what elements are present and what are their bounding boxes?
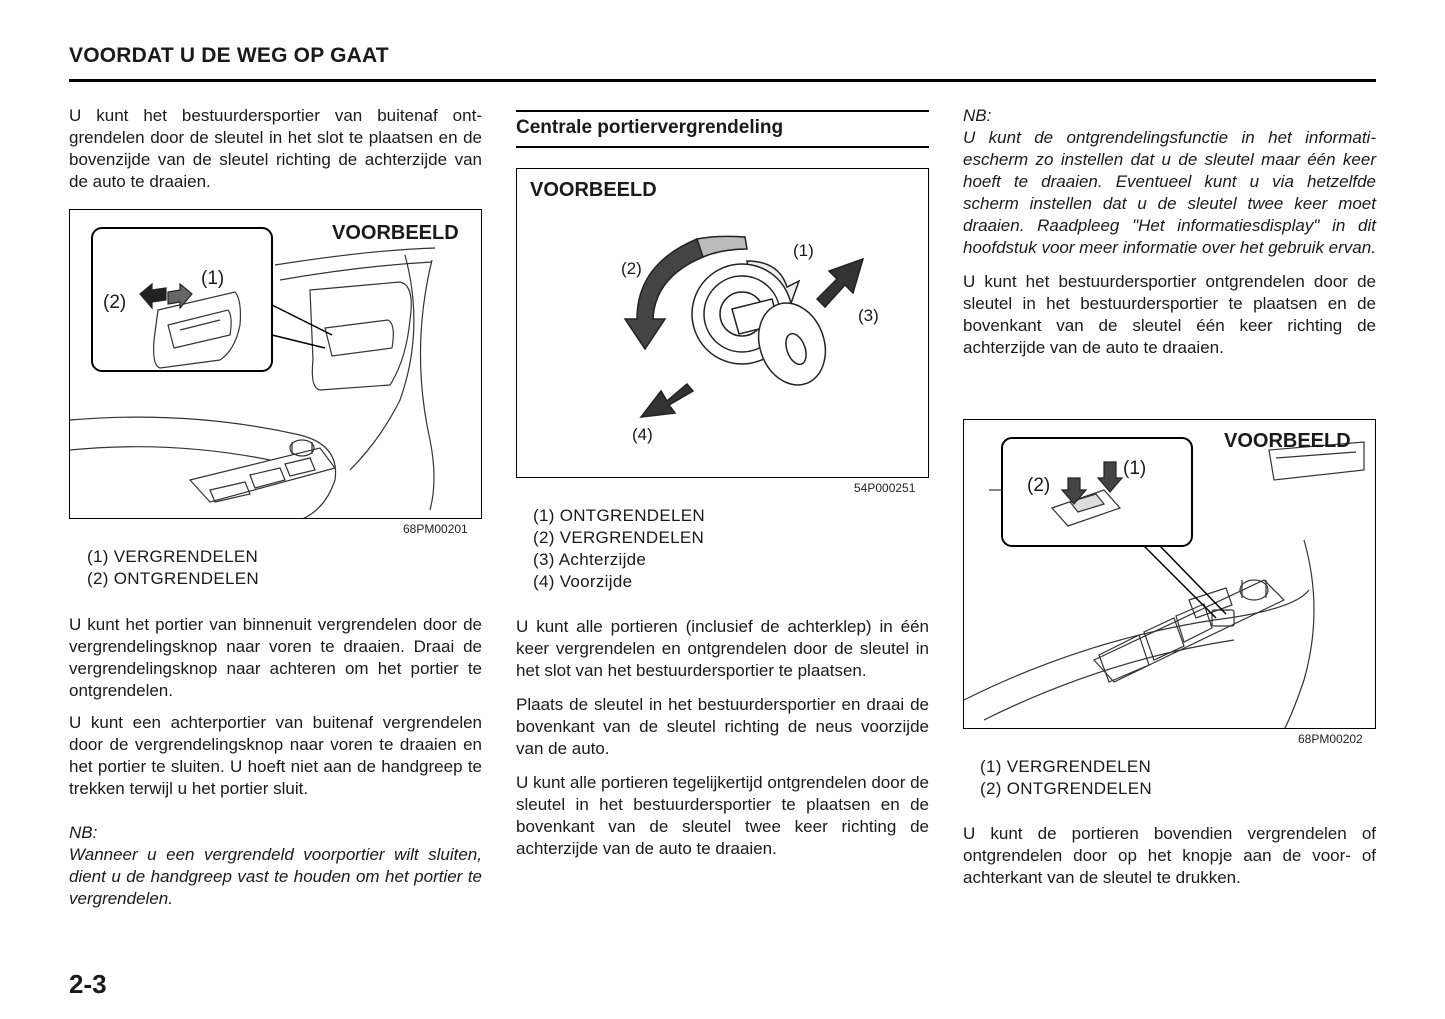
col2-p2-text: Plaats de sleutel in het bestuurdersportier en draai de bovenkant van de sleutel richting de neus voorzijde van de auto. (516, 695, 929, 758)
section-rule-bottom (516, 146, 929, 148)
legend-item: (4) Voorzijde (533, 572, 633, 591)
header-rule (69, 79, 1376, 82)
label-4: (4) (632, 425, 653, 444)
figure-legend (980, 756, 1152, 800)
figure-window-switch (963, 419, 1376, 729)
legend-item: (2) ONTGRENDELEN (980, 779, 1152, 798)
figure-legend (87, 546, 259, 590)
figure-title: VOORBEELD (530, 179, 657, 201)
window-switch-illustration (964, 420, 1376, 729)
legend-item: (1) VERGRENDELEN (87, 547, 259, 566)
col3-note-text: U kunt de ontgrendelingsfunctie in het informatiescherm zo instellen dat u de sleutel maar één keer hoeft te draaien. Eventueel kunt u via hetzelfde scherm instellen dat u de sleutel twee keer moet draaien. Raadpleeg "Het informatiesdisplay" in dit hoofdstuk voor meer informatie over het gebruik ervan. (963, 128, 1376, 257)
label-1: (1) (201, 268, 225, 289)
label-2: (2) (103, 292, 127, 313)
section-rule-top (516, 110, 929, 112)
col2-p3-text: U kunt alle portieren tegelijkertijd ontgrendelen door de sleutel in het bestuurdersportier te plaatsen en de bovenkant van de sleutel twee keer richting de achterzijde van de auto te draaien. (516, 773, 929, 858)
page-header-title: VOORDAT U DE WEG OP GAAT (69, 44, 389, 67)
legend-item: (1) ONTGRENDELEN (533, 506, 705, 525)
figure-code: 68PM00202 (1298, 732, 1363, 746)
col1-p3-text: U kunt een achterportier van buitenaf vergrendelen door de vergrendelingsknop naar voren te draaien en het portier te sluiten. U hoeft niet aan de handgreep te trekken terwijl u het portier sluit. (69, 713, 482, 798)
legend-item: (2) ONTGRENDELEN (87, 569, 259, 588)
col1-p2-text: U kunt het portier van binnenuit vergrendelen door de vergrendelingsknop naar voren te draaien. Draai de vergrendelingsknop naar achteren om het portier te ontgrendelen. (69, 615, 482, 700)
figure-title: VOORBEELD (332, 222, 459, 244)
figure-legend (533, 505, 705, 593)
door-handle-illustration (70, 210, 482, 519)
section-title: Centrale portiervergrendeling (516, 117, 784, 138)
figure-key-cylinder (516, 168, 929, 478)
col3-p2-text: U kunt de portieren bovendien vergrendelen of ontgrendelen door op het knopje aan de voor- of achterkant van de sleutel te drukken. (963, 824, 1376, 887)
label-1: (1) (1123, 458, 1147, 479)
col1-body (69, 614, 482, 910)
page-number: 2-3 (69, 969, 107, 999)
col1-p1-text: U kunt het bestuurdersportier van buitenaf ontgrendelen door de sleutel in het slot te plaatsen en de bovenzijde van de sleutel richting de achterzijde van de auto te draaien. (69, 106, 482, 191)
label-2: (2) (621, 259, 642, 278)
col2-body (516, 616, 929, 860)
label-2: (2) (1027, 475, 1051, 496)
figure-title: VOORBEELD (1224, 430, 1351, 452)
figure-code: 54P000251 (854, 481, 916, 495)
col3-p1-text: U kunt het bestuurdersportier ontgrendelen door de sleutel in het bestuurdersportier te plaatsen en de bovenkant van de sleutel één keer richting de achterzijde van de auto te draaien. (963, 272, 1376, 357)
figure-door-handle (69, 209, 482, 519)
legend-item: (2) VERGRENDELEN (533, 528, 705, 547)
col1-note-text: Wanneer u een vergrendeld voorportier wilt sluiten, dient u de handgreep vast te houden om het portier te vergrendelen. (69, 845, 482, 908)
col1-note-label: NB: (69, 823, 98, 842)
col3-body (963, 823, 1376, 889)
col3-note-label: NB: (963, 106, 992, 125)
col3-note (963, 105, 1376, 359)
col1-paragraph-1 (69, 105, 482, 193)
legend-item: (1) VERGRENDELEN (980, 757, 1152, 776)
col2-p1-text: U kunt alle portieren (inclusief de achterklep) in één keer vergrendelen en ontgrendelen door de sleutel in het slot van het bestuurdersportier te plaatsen. (516, 617, 929, 680)
label-3: (3) (858, 306, 879, 325)
label-1: (1) (793, 241, 814, 260)
figure-code: 68PM00201 (403, 522, 468, 536)
legend-item: (3) Achterzijde (533, 550, 647, 569)
